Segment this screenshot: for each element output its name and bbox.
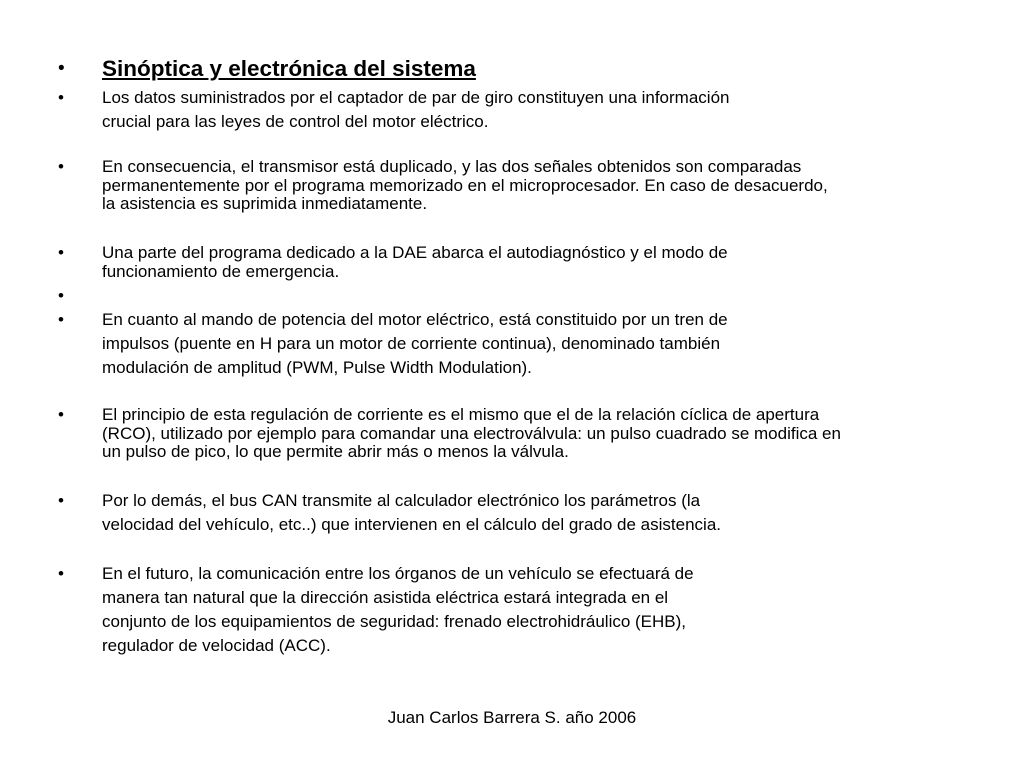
bullet: •: [58, 243, 64, 262]
paragraph-line: El principio de esta regulación de corriente es el mismo que el de la relación cíclica de apertura: [102, 405, 820, 424]
paragraph-line: crucial para las leyes de control del motor eléctrico.: [102, 112, 489, 131]
paragraph-line: un pulso de pico, lo que permite abrir más o menos la válvula.: [102, 442, 569, 461]
paragraph-line: En el futuro, la comunicación entre los órganos de un vehículo se efectuará de: [102, 564, 694, 583]
paragraph-line: permanentemente por el programa memorizado en el microprocesador. En caso de desacuerdo,: [102, 175, 828, 195]
paragraph-line: Los datos suministrados por el captador de par de giro constituyen una información: [102, 88, 730, 107]
paragraph-line: funcionamiento de emergencia.: [102, 261, 340, 281]
slide-title: Sinóptica y electrónica del sistema: [102, 56, 476, 81]
paragraph-line: En cuanto al mando de potencia del motor eléctrico, está constituido por un tren de: [102, 310, 728, 329]
bullet: •: [58, 157, 64, 176]
bullet: •: [58, 286, 64, 305]
paragraph-line: manera tan natural que la dirección asistida eléctrica estará integrada en el: [102, 588, 669, 607]
paragraph-line: (RCO), utilizado por ejemplo para comandar una electroválvula: un pulso cuadrado se modifica en: [102, 423, 841, 443]
bullet: •: [58, 88, 64, 107]
paragraph-line: conjunto de los equipamientos de seguridad: frenado electrohidráulico (EHB),: [102, 612, 687, 631]
paragraph-line: En consecuencia, el transmisor está duplicado, y las dos señales obtenidos son comparadas: [102, 157, 802, 176]
bullet: •: [58, 564, 64, 583]
paragraph-line: velocidad del vehículo, etc..) que intervienen en el cálculo del grado de asistencia.: [102, 515, 721, 534]
bullet: •: [58, 310, 64, 329]
paragraph-line: Por lo demás, el bus CAN transmite al calculador electrónico los parámetros (la: [102, 491, 701, 510]
footer-author: Juan Carlos Barrera S. año 2006: [387, 708, 637, 727]
paragraph-line: regulador de velocidad (ACC).: [102, 636, 331, 655]
bullet: •: [58, 58, 65, 79]
paragraph-line: Una parte del programa dedicado a la DAE abarca el autodiagnóstico y el modo de: [102, 243, 728, 262]
paragraph-line: impulsos (puente en H para un motor de corriente continua), denominado también: [102, 334, 721, 353]
paragraph-line: la asistencia es suprimida inmediatamente.: [102, 194, 428, 213]
bullet: •: [58, 491, 64, 510]
bullet: •: [58, 405, 64, 424]
paragraph-line: modulación de amplitud (PWM, Pulse Width Modulation).: [102, 358, 532, 377]
